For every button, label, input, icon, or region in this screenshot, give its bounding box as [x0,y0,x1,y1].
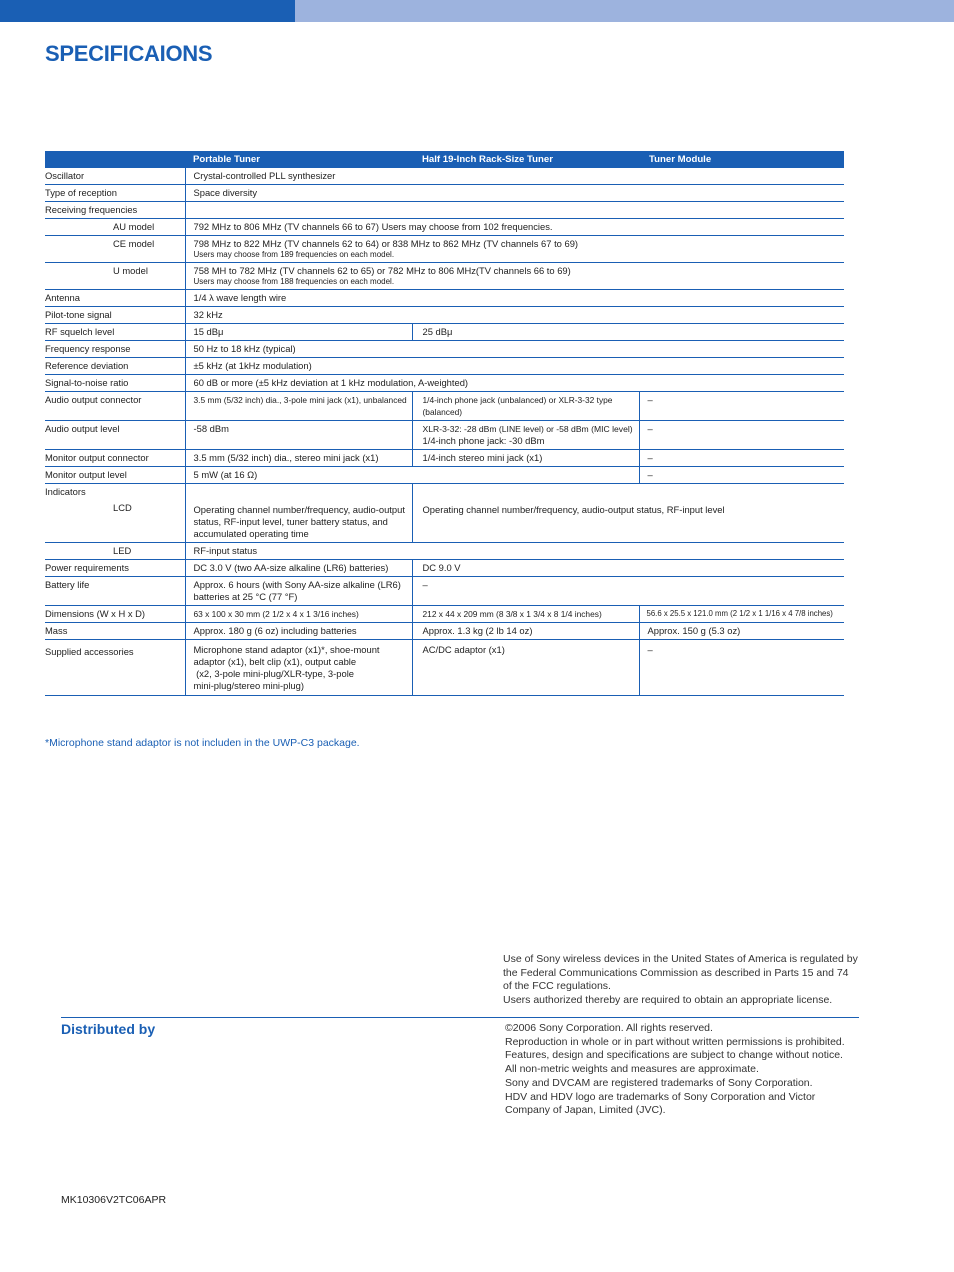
cell-line: (x2, 3-pole mini-plug/XLR-type, 3-pole [193,668,354,679]
row-sublabel: U model [45,263,185,290]
cell-portable: 3.5 mm (5/32 inch) dia., stereo mini jack (x1) [185,450,412,467]
cell-value: 60 dB or more (±5 kHz deviation at 1 kHz modulation, A-weighted) [185,375,844,392]
row-label: RF squelch level [45,324,185,341]
copyright-line: HDV and HDV logo are trademarks of Sony Corporation and Victor [505,1090,816,1103]
row-label: Signal-to-noise ratio [45,375,185,392]
header-portable-tuner: Portable Tuner [185,151,412,168]
cell-portable: 63 x 100 x 30 mm (2 1/2 x 4 x 1 3/16 inches) [185,606,412,623]
table-row [45,358,844,375]
cell-rack: 1/4-inch phone jack (unbalanced) or XLR-3-32 type (balanced) [412,392,639,421]
header-rack-tuner: Half 19-Inch Rack-Size Tuner [412,151,639,168]
table-header-row [45,151,844,168]
cell-line: mini-plug/stereo mini-plug) [193,680,304,691]
table-row [45,263,844,290]
cell-rack: – [412,577,844,606]
fcc-line: of the FCC regulations. [503,980,611,993]
cell-value: 1/4 λ wave length wire [185,290,844,307]
cell-module: – [639,640,844,696]
header-bar-dark [0,0,295,22]
header-bar-light [295,0,954,22]
cell-portable: Approx. 6 hours (with Sony AA-size alkaline (LR6) batteries at 25 °C (77 °F) [185,577,412,606]
cell-value: Space diversity [185,185,844,202]
row-label: Oscillator [45,168,185,185]
fcc-line: the Federal Communications Commission as described in Parts 15 and 74 [503,966,849,979]
cell-portable: Approx. 180 g (6 oz) including batteries [185,623,412,640]
cell-blank [412,484,844,501]
cell-rack: AC/DC adaptor (x1) [412,640,639,696]
table-row [45,219,844,236]
copyright-line: Sony and DVCAM are registered trademarks of Sony Corporation. [505,1076,813,1089]
table-row [45,421,844,450]
table-row [45,168,844,185]
row-sublabel: LED [45,543,185,560]
fcc-notice [503,953,873,1008]
table-row [45,392,844,421]
cell-rack: 1/4-inch stereo mini jack (x1) [412,450,639,467]
cell-text: 1/4-inch phone jack: -30 dBm [422,435,545,446]
cell-rack: 25 dBμ [412,324,844,341]
row-label: Receiving frequencies [45,202,185,219]
fcc-line: Users authorized thereby are required to obtain an appropriate license. [503,994,833,1007]
row-label: Audio output level [45,421,185,450]
row-label: Battery life [45,577,185,606]
table-row [45,375,844,392]
cell-text: Operating channel number/frequency, audio-output status, RF-input level, tuner battery status, and accumulated operating time [193,504,405,539]
table-row [45,560,844,577]
row-label: Type of reception [45,185,185,202]
cell-value [185,236,844,263]
cell-text: 798 MHz to 822 MHz (TV channels 62 to 64) or 838 MHz to 862 MHz (TV channels 67 to 69) [193,238,579,249]
cell-rack [412,500,844,543]
cell-portable: DC 3.0 V (two AA-size alkaline (LR6) batteries) [185,560,412,577]
footnote: *Microphone stand adaptor is not includen in the UWP-C3 package. [45,737,360,749]
table-row [45,467,844,484]
table-row [45,640,844,696]
row-label: Frequency response [45,341,185,358]
row-sublabel: AU model [45,219,185,236]
cell-module: Approx. 150 g (5.3 oz) [639,623,844,640]
table-row [45,450,844,467]
cell-value [185,202,844,219]
cell-module: – [639,450,844,467]
row-label: Reference deviation [45,358,185,375]
copyright-line: Reproduction in whole or in part without written permissions is prohibited. [505,1035,845,1048]
cell-module: – [639,467,844,484]
cell-rack: 212 x 44 x 209 mm (8 3/8 x 1 3/4 x 8 1/4 inches) [412,606,639,623]
row-sublabel: CE model [45,236,185,263]
fcc-line: Use of Sony wireless devices in the United States of America is regulated by [503,953,858,965]
cell-module: – [639,421,844,450]
document-code: MK10306V2TC06APR [61,1194,167,1206]
copyright-line: Company of Japan, Limited (JVC). [505,1104,666,1117]
table-row [45,543,844,560]
cell-text: 758 MH to 782 MHz (TV channels 62 to 65) or 782 MHz to 806 MHz(TV channels 66 to 69) [193,265,571,276]
table-row [45,307,844,324]
cell-portable [185,640,412,696]
cell-portable [185,500,412,543]
copyright-line: ©2006 Sony Corporation. All rights reserved. [505,1022,713,1034]
cell-line: Microphone stand adaptor (x1)*, shoe-mount [193,644,380,655]
cell-value: Crystal-controlled PLL synthesizer [185,168,844,185]
header-tuner-module: Tuner Module [639,151,844,168]
distributed-by-rule [61,1017,859,1018]
table-row [45,500,844,543]
table-row [45,577,844,606]
cell-text: XLR-3-32: -28 dBm (LINE level) or -58 dBm (MIC level) [422,424,633,434]
cell-value: ±5 kHz (at 1kHz modulation) [185,358,844,375]
copyright-line: All non-metric weights and measures are approximate. [505,1063,759,1076]
table-row [45,202,844,219]
cell-rack [412,421,639,450]
row-label: Audio output connector [45,392,185,421]
cell-rack: Approx. 1.3 kg (2 lb 14 oz) [412,623,639,640]
table-row [45,236,844,263]
cell-note: Users may choose from 189 frequencies on each model. [193,250,395,259]
cell-portable: 15 dBμ [185,324,412,341]
table-row [45,623,844,640]
row-label: Mass [45,623,185,640]
cell-value: 792 MHz to 806 MHz (TV channels 66 to 67) Users may choose from 102 frequencies. [185,219,844,236]
cell-value: 32 kHz [185,307,844,324]
header-blank [45,151,185,168]
table-row [45,185,844,202]
table-row [45,341,844,358]
row-label: Monitor output connector [45,450,185,467]
table-row [45,606,844,623]
cell-module: 56.6 x 25.5 x 121.0 mm (2 1/2 x 1 1/16 x 4 7/8 inches) [639,606,844,623]
row-sublabel: LCD [45,500,185,543]
row-label: Monitor output level [45,467,185,484]
row-label: Supplied accessories [45,640,185,696]
table-row [45,324,844,341]
cell-rack: DC 9.0 V [412,560,844,577]
cell-text: Operating channel number/frequency, audio-output status, RF-input level [422,504,725,515]
cell-value: 50 Hz to 18 kHz (typical) [185,341,844,358]
cell-portable: -58 dBm [185,421,412,450]
cell-line: adaptor (x1), belt clip (x1), output cable [193,656,357,667]
cell-value: RF-input status [185,543,844,560]
row-label: Dimensions (W x H x D) [45,606,185,623]
cell-note: Users may choose from 188 frequencies on each model. [193,277,395,286]
table-row [45,484,844,501]
distributed-by-heading: Distributed by [61,1021,156,1037]
cell-value [185,263,844,290]
copyright-notice [505,1022,875,1118]
cell-blank [185,484,412,501]
row-label: Indicators [45,486,86,497]
page-title: SPECIFICAIONS [45,41,213,66]
row-label: Power requirements [45,560,185,577]
cell-value: 5 mW (at 16 Ω) [185,467,639,484]
row-label: Antenna [45,290,185,307]
cell-portable: 3.5 mm (5/32 inch) dia., 3-pole mini jack (x1), unbalanced [185,392,412,421]
specifications-table [45,151,844,696]
table-row [45,290,844,307]
row-label: Pilot-tone signal [45,307,185,324]
cell-module: – [639,392,844,421]
copyright-line: Features, design and specifications are subject to change without notice. [505,1049,843,1062]
